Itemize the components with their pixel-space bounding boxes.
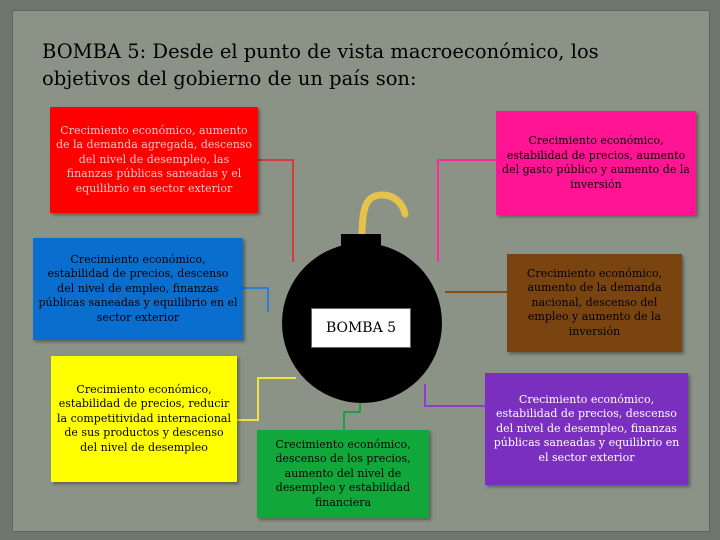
wire-blue [243, 288, 268, 312]
answer-box-purple[interactable]: Crecimiento económico, estabilidad de precios, descenso del nivel de desempleo, finanzas públicas saneadas y equilibrio en el sector exterior [485, 373, 688, 485]
wire-purple [425, 384, 485, 406]
bomb-label: BOMBA 5 [311, 308, 411, 348]
bomb-fuse [362, 195, 405, 236]
slide-title: BOMBA 5: Desde el punto de vista macroeconómico, los objetivos del gobierno de un país son: [42, 40, 599, 90]
wire-green [344, 400, 360, 430]
answer-box-yellow[interactable]: Crecimiento económico, estabilidad de precios, reducir la competitividad internacional de sus productos y descenso del nivel de desempleo [51, 356, 237, 482]
answer-box-brown[interactable]: Crecimiento económico, aumento de la demanda nacional, descenso del empleo y aumento de la inversión [507, 254, 682, 352]
answer-box-pink[interactable]: Crecimiento económico, estabilidad de precios, aumento del gasto público y aumento de la inversión [496, 111, 696, 215]
answer-box-blue[interactable]: Crecimiento económico, estabilidad de precios, descenso del nivel de empleo, finanzas públicas saneadas y equilibrio en el sector exterior [33, 238, 243, 340]
wire-pink [438, 160, 496, 262]
answer-box-red[interactable]: Crecimiento económico, aumento de la demanda agregada, descenso del nivel de desempleo, las finanzas públicas saneadas y el equilibrio en sector exterior [50, 107, 258, 213]
answer-box-green[interactable]: Crecimiento económico, descenso de los precios, aumento del nivel de desempleo y estabilidad financiera [257, 430, 429, 518]
wire-red [258, 160, 293, 262]
wire-yellow [237, 378, 296, 420]
